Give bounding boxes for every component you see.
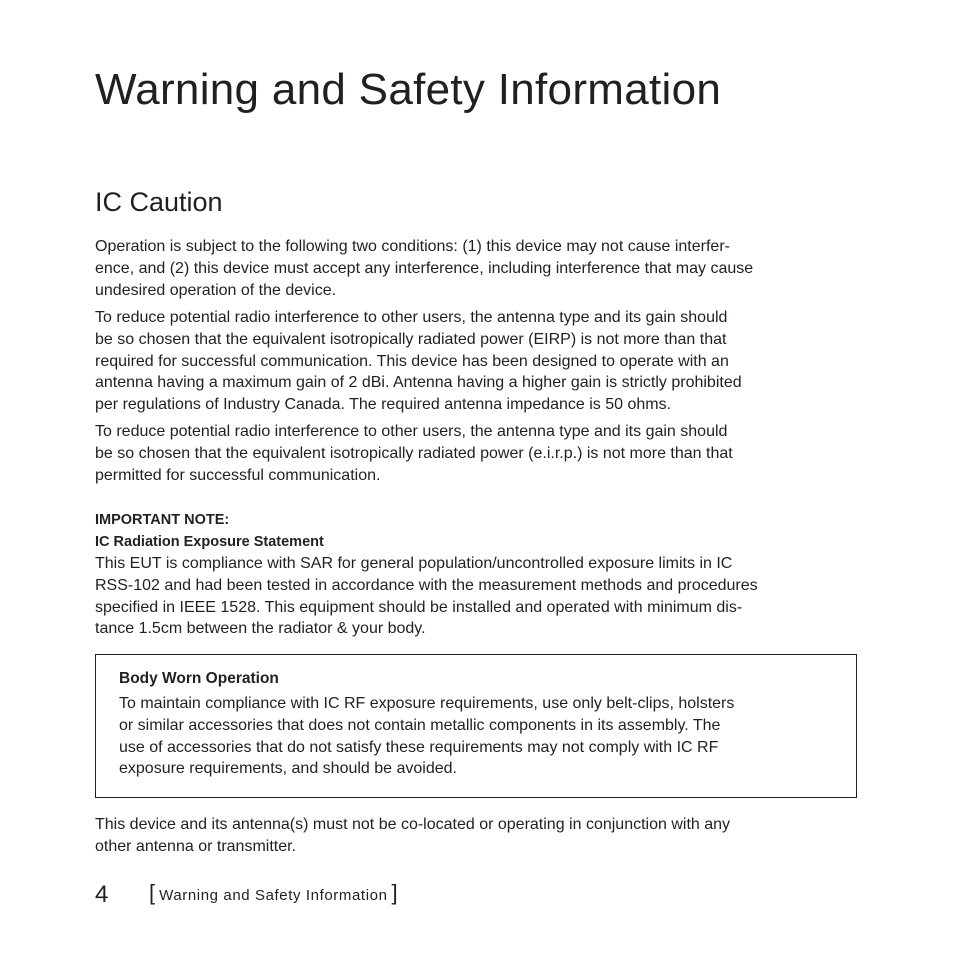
paragraph-line: RSS-102 and had been tested in accordance with the measurement methods and procedures xyxy=(95,576,758,594)
eirp-short-paragraph xyxy=(95,421,865,486)
paragraph-line: required for successful communication. This device has been designed to operate with an xyxy=(95,352,729,370)
footer-section-title: Warning and Safety Information xyxy=(159,887,388,904)
important-note xyxy=(95,509,865,640)
paragraph-line: ence, and (2) this device must accept any interference, including interference that may cause xyxy=(95,259,754,277)
paragraph-line: To reduce potential radio interference to other users, the antenna type and its gain should xyxy=(95,423,728,440)
page-title: Warning and Safety Information xyxy=(95,65,722,114)
footer-section-label xyxy=(149,878,398,911)
notice-text xyxy=(119,693,839,780)
paragraph-line: Operation is subject to the following two conditions: (1) this device may not cause interfer- xyxy=(95,238,730,255)
exposure-statement xyxy=(95,553,865,640)
paragraph-line: use of accessories that do not satisfy these requirements may not comply with IC RF xyxy=(119,738,719,756)
body-worn-notice-box xyxy=(95,654,857,798)
paragraph-line: This EUT is compliance with SAR for general population/uncontrolled exposure limits in IC xyxy=(95,555,733,572)
paragraph-line: This device and its antenna(s) must not be co-located or operating in conjunction with any xyxy=(95,816,731,833)
open-bracket: [ xyxy=(149,880,156,905)
paragraph-line: permitted for successful communication. xyxy=(95,466,381,484)
paragraph-line: other antenna or transmitter. xyxy=(95,837,296,855)
paragraph-line: be so chosen that the equivalent isotropically radiated power (e.i.r.p.) is not more than that xyxy=(95,444,733,462)
paragraph-line: To maintain compliance with IC RF exposure requirements, use only belt-clips, holsters xyxy=(119,695,735,712)
section-title: IC Caution xyxy=(95,187,223,217)
paragraph-line: per regulations of Industry Canada. The required antenna impedance is 50 ohms. xyxy=(95,396,672,414)
closing-paragraph xyxy=(95,814,865,858)
notice-heading: Body Worn Operation xyxy=(119,670,279,687)
paragraph-line: To reduce potential radio interference to other users, the antenna type and its gain should xyxy=(95,309,728,326)
important-note-subtitle: IC Radiation Exposure Statement xyxy=(95,534,324,550)
close-bracket: ] xyxy=(391,880,398,905)
conditions-paragraph xyxy=(95,236,865,301)
paragraph-line: or similar accessories that does not contain metallic components in its assembly. The xyxy=(119,716,721,734)
paragraph-line: antenna having a maximum gain of 2 dBi. Antenna having a higher gain is strictly prohibited xyxy=(95,374,742,392)
paragraph-line: exposure requirements, and should be avoided. xyxy=(119,760,457,778)
eirp-paragraph xyxy=(95,307,865,416)
page-number: 4 xyxy=(95,881,109,908)
important-note-label: IMPORTANT NOTE: xyxy=(95,512,230,528)
paragraph-line: specified in IEEE 1528. This equipment should be installed and operated with minimum dis- xyxy=(95,598,743,616)
paragraph-line: undesired operation of the device. xyxy=(95,281,337,299)
paragraph-line: be so chosen that the equivalent isotropically radiated power (EIRP) is not more than that xyxy=(95,330,727,348)
paragraph-line: tance 1.5cm between the radiator & your body. xyxy=(95,620,426,638)
